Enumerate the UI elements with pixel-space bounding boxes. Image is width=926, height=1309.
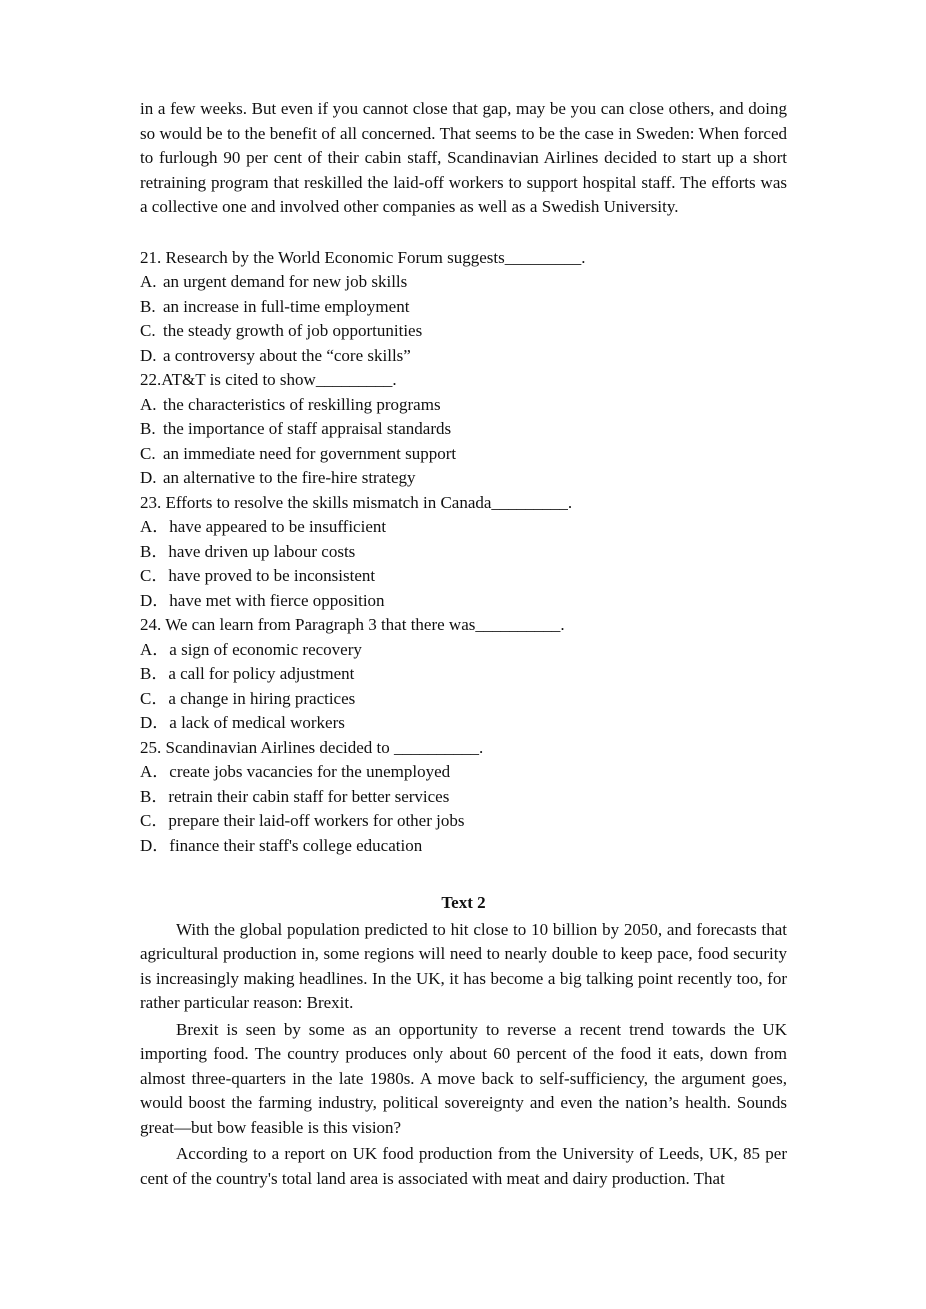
option-line [140,760,787,785]
option-label: C. [140,321,156,340]
option-line [140,466,787,491]
question-22 [140,368,787,491]
option-line [140,515,787,540]
question-24 [140,613,787,736]
question-stem: 23. Efforts to resolve the skills mismatch in Canada_________. [140,492,573,512]
option-label: A． [140,517,170,536]
option-line [140,564,787,589]
option-text: finance their staff's college education [169,835,423,855]
question-25 [140,736,787,859]
option-label: B. [140,296,156,316]
option-label: B． [140,786,169,806]
option-line [140,540,787,565]
question-stem: 22.AT&T is cited to show_________. [140,370,397,389]
option-line [140,344,787,369]
option-label: B. [140,419,156,438]
option-line [140,711,787,736]
option-label: B． [140,541,169,561]
option-line [140,809,787,834]
option-line [140,295,787,320]
option-label: D. [140,345,157,365]
body-paragraph: With the global population predicted to hit close to 10 billion by 2050, and forecasts that agricultural production in, some regions will need to nearly double to keep pace, food security is increasingly making headlines. In the UK, it has become a big talking point recently too, for rather particular reason: Brexit. [140,919,787,1012]
option-label: C． [140,566,169,585]
option-text: an alternative to the fire-hire strategy [163,468,416,487]
question-stem: 25. Scandinavian Airlines decided to __________. [140,737,484,757]
option-line [140,638,787,663]
option-line [140,687,787,712]
option-label: B． [140,664,169,683]
option-label: A. [140,272,157,291]
option-line [140,393,787,418]
body-paragraph: According to a report on UK food production from the University of Leeds, UK, 85 per cent of the country's total land area is associated with meat and dairy production. That [140,1144,787,1188]
option-label: D. [140,468,157,487]
option-line [140,834,787,859]
option-text: a sign of economic recovery [169,639,362,659]
option-text: an increase in full-time employment [163,296,410,316]
option-line [140,442,787,467]
option-line [140,589,787,614]
option-text: the importance of staff appraisal standards [163,419,452,438]
option-text: retrain their cabin staff for better services [168,786,450,806]
option-text: have proved to be inconsistent [168,566,376,585]
question-stem: 24. We can learn from Paragraph 3 that there was__________. [140,615,565,634]
option-text: the steady growth of job opportunities [163,321,423,340]
question-list [140,246,787,859]
option-text: a call for policy adjustment [168,664,355,683]
option-line [140,662,787,687]
question-21 [140,246,787,369]
question-23 [140,491,787,614]
option-label: A. [140,394,157,414]
option-line [140,785,787,810]
option-text: have met with fierce opposition [169,590,385,610]
option-text: have driven up labour costs [168,541,356,561]
section-heading-text-2: Text 2 [441,893,486,912]
option-label: D． [140,590,170,610]
option-text: a change in hiring practices [168,688,356,708]
option-label: A． [140,639,170,659]
body-paragraph: Brexit is seen by some as an opportunity to reverse a recent trend towards the UK importing food. The country produces only about 60 percent of the food it eats, down from almost three-quarters in the late 1980s. A move back to self-sufficiency, the argument goes, would boost the farming industry, political sovereignty and even the nation’s health. Sounds great—but bow feasible is this vision? [140,1019,787,1137]
question-stem: 21. Research by the World Economic Forum suggests_________. [140,247,586,267]
option-text: prepare their laid-off workers for other jobs [168,811,465,830]
option-text: a lack of medical workers [169,713,345,732]
option-text: the characteristics of reskilling programs [163,394,441,414]
option-text: create jobs vacancies for the unemployed [169,762,451,781]
option-line [140,417,787,442]
option-text: have appeared to be insufficient [169,517,387,536]
option-label: C. [140,443,156,463]
option-label: A． [140,762,170,781]
option-label: D． [140,835,170,855]
option-text: a controversy about the “core skills” [163,345,411,365]
option-label: C． [140,811,169,830]
option-line [140,319,787,344]
option-text: an immediate need for government support [163,443,457,463]
option-text: an urgent demand for new job skills [163,272,408,291]
option-label: D． [140,713,170,732]
option-line [140,270,787,295]
intro-paragraph: in a few weeks. But even if you cannot close that gap, may be you can close others, and doing so would be to the benefit of all concerned. That seems to be the case in Sweden: When forced to furlough 90 per cent of their cabin staff, Scandinavian Airlines decided to start up a short retraining program that reskilled the laid-off workers to support hospital staff. The efforts was a collective one and involved other companies as well as a Swedish University. [140,99,787,216]
option-label: C． [140,688,169,708]
